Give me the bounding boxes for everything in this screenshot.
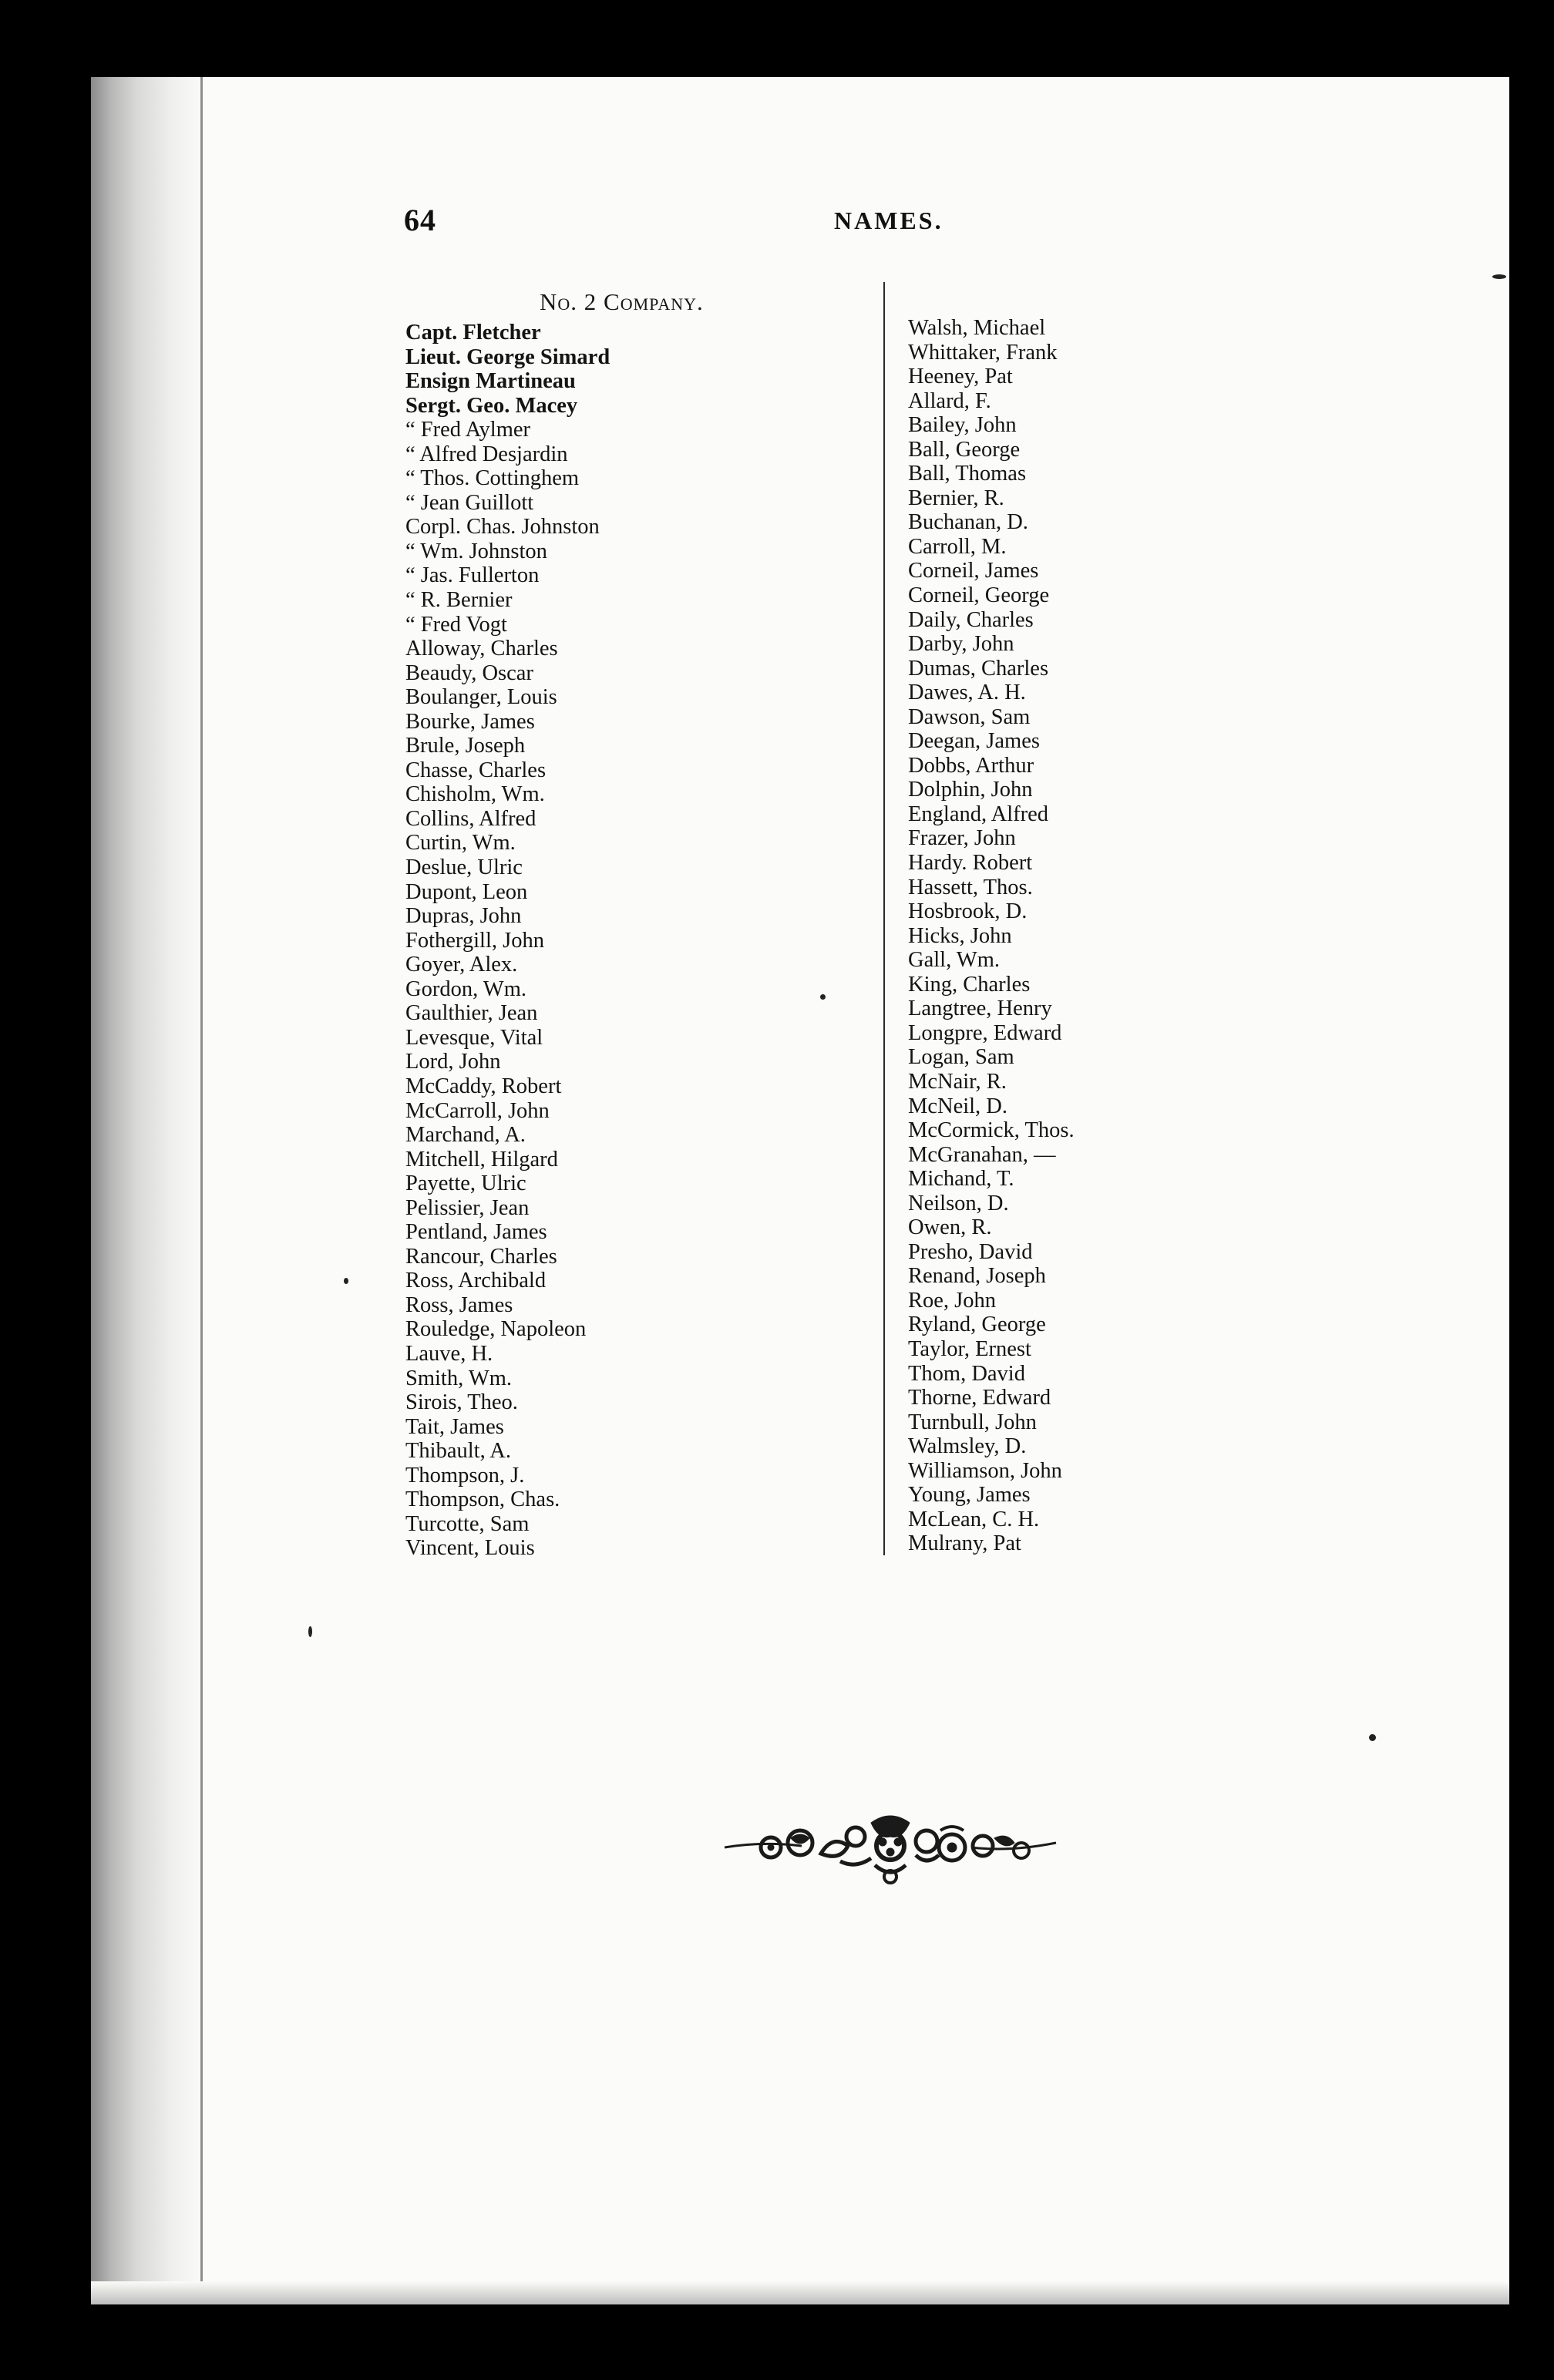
left-name-entry: “ Alfred Desjardin xyxy=(405,442,568,466)
right-name-entry: Logan, Sam xyxy=(908,1045,1014,1070)
left-name-column xyxy=(405,321,610,1561)
page-header xyxy=(0,202,1554,248)
left-name-entry: Thompson, J. xyxy=(405,1463,525,1488)
right-name-entry: Ball, George xyxy=(908,437,1021,462)
right-name-entry: Taylor, Ernest xyxy=(908,1336,1031,1361)
right-name-entry: Ryland, George xyxy=(908,1313,1046,1337)
right-name-entry: Walsh, Michael xyxy=(908,316,1046,340)
right-name-entry: Corneil, James xyxy=(908,559,1039,583)
page-binding-edge xyxy=(91,77,207,2304)
right-name-entry: Daily, Charles xyxy=(908,607,1034,632)
left-name-entry: Sirois, Theo. xyxy=(405,1390,518,1415)
running-head: NAMES. xyxy=(834,207,944,234)
right-name-entry: Young, James xyxy=(908,1483,1031,1508)
left-name-entry: “ Jas. Fullerton xyxy=(405,563,540,588)
right-name-entry: King, Charles xyxy=(908,972,1031,997)
right-name-entry: Turnbull, John xyxy=(908,1410,1037,1434)
left-name-entry: Curtin, Wm. xyxy=(405,831,516,856)
left-name-entry: Smith, Wm. xyxy=(405,1366,513,1390)
print-speck xyxy=(308,1626,312,1637)
left-name-entry: Levesque, Vital xyxy=(405,1025,543,1050)
right-name-entry: England, Alfred xyxy=(908,802,1049,826)
left-name-entry: Gordon, Wm. xyxy=(405,977,527,1001)
page-number: 64 xyxy=(404,203,436,237)
right-name-entry: Gall, Wm. xyxy=(908,948,1000,973)
right-name-entry: Corneil, George xyxy=(908,583,1050,608)
right-name-entry: Hassett, Thos. xyxy=(908,875,1033,899)
left-name-entry: Lauve, H. xyxy=(405,1341,493,1366)
right-name-entry: Langtree, Henry xyxy=(908,997,1052,1021)
right-name-entry: Neilson, D. xyxy=(908,1191,1009,1215)
left-name-entry: Boulanger, Louis xyxy=(405,685,557,710)
left-name-entry: Mitchell, Hilgard xyxy=(405,1147,558,1172)
left-name-entry: Fothergill, John xyxy=(405,928,544,953)
right-name-entry: Allard, F. xyxy=(908,388,991,413)
left-name-entry: “ Wm. Johnston xyxy=(405,539,547,563)
right-name-entry: Deegan, James xyxy=(908,729,1040,754)
right-name-entry: Dawes, A. H. xyxy=(908,681,1026,705)
right-name-column xyxy=(908,316,1075,1556)
right-name-entry: Dumas, Charles xyxy=(908,656,1049,681)
right-name-entry: Roe, John xyxy=(908,1288,996,1313)
right-name-entry: Ball, Thomas xyxy=(908,462,1027,486)
right-name-entry: Owen, R. xyxy=(908,1215,992,1240)
left-name-entry: Dupont, Leon xyxy=(405,879,528,904)
left-name-entry: Rouledge, Napoleon xyxy=(405,1317,587,1342)
left-name-entry: Lieut. George Simard xyxy=(405,345,610,369)
right-name-entry: McNeil, D. xyxy=(908,1094,1008,1118)
right-name-entry: Michand, T. xyxy=(908,1167,1014,1192)
right-name-entry: Whittaker, Frank xyxy=(908,340,1058,365)
left-name-entry: Collins, Alfred xyxy=(405,806,536,831)
left-name-entry: Turcotte, Sam xyxy=(405,1511,530,1536)
right-name-entry: Frazer, John xyxy=(908,826,1016,851)
left-name-entry: Dupras, John xyxy=(405,904,522,929)
left-name-entry: “ Thos. Cottinghem xyxy=(405,466,580,491)
right-name-entry: Hardy. Robert xyxy=(908,851,1033,876)
right-name-entry: Bernier, R. xyxy=(908,486,1004,510)
right-name-entry: Carroll, M. xyxy=(908,534,1007,559)
right-name-entry: McNair, R. xyxy=(908,1069,1007,1094)
left-name-entry: Alloway, Charles xyxy=(405,637,558,661)
print-speck xyxy=(1369,1734,1376,1741)
right-name-entry: Hosbrook, D. xyxy=(908,899,1028,924)
page-bottom-edge xyxy=(91,2281,1509,2304)
left-name-entry: Brule, Joseph xyxy=(405,734,526,758)
left-name-entry: Gaulthier, Jean xyxy=(405,1001,538,1026)
right-name-entry: Dolphin, John xyxy=(908,778,1033,802)
right-name-entry: Dobbs, Arthur xyxy=(908,753,1034,778)
right-name-entry: Heeney, Pat xyxy=(908,365,1013,389)
left-name-entry: Thibault, A. xyxy=(405,1439,511,1464)
left-name-entry: Ross, James xyxy=(405,1293,513,1317)
company-heading: No. 2 Company. xyxy=(540,288,704,315)
left-name-entry: Corpl. Chas. Johnston xyxy=(405,515,600,540)
left-name-entry: Beaudy, Oscar xyxy=(405,661,533,685)
print-speck xyxy=(1492,274,1506,279)
right-name-entry: Mulrany, Pat xyxy=(908,1531,1021,1556)
right-name-entry: McLean, C. H. xyxy=(908,1507,1040,1531)
left-name-entry: Marchand, A. xyxy=(405,1123,526,1148)
left-name-entry: Goyer, Alex. xyxy=(405,953,518,977)
left-name-entry: McCarroll, John xyxy=(405,1098,550,1123)
right-name-entry: Buchanan, D. xyxy=(908,510,1028,535)
left-name-entry: Sergt. Geo. Macey xyxy=(405,393,578,418)
left-name-entry: Chisholm, Wm. xyxy=(405,782,545,807)
right-name-entry: Williamson, John xyxy=(908,1458,1062,1483)
print-speck xyxy=(344,1278,348,1284)
left-name-entry: “ R. Bernier xyxy=(405,588,513,613)
left-name-entry: Pelissier, Jean xyxy=(405,1195,530,1220)
left-name-entry: “ Fred Vogt xyxy=(405,612,507,637)
right-name-entry: Bailey, John xyxy=(908,413,1017,438)
left-name-entry: Pentland, James xyxy=(405,1220,547,1245)
left-name-entry: Payette, Ulric xyxy=(405,1172,526,1196)
right-name-entry: Thom, David xyxy=(908,1361,1025,1386)
right-name-entry: Renand, Joseph xyxy=(908,1264,1046,1289)
left-name-entry: Ross, Archibald xyxy=(405,1269,547,1293)
left-name-entry: Vincent, Louis xyxy=(405,1536,535,1561)
right-name-entry: McGranahan, — xyxy=(908,1142,1056,1167)
right-name-entry: McCormick, Thos. xyxy=(908,1118,1075,1143)
right-name-entry: Thorne, Edward xyxy=(908,1386,1051,1410)
print-speck xyxy=(820,994,826,1000)
book-page xyxy=(91,77,1509,2304)
right-name-entry: Darby, John xyxy=(908,632,1014,657)
right-name-entry: Hicks, John xyxy=(908,923,1012,948)
left-name-entry: Rancour, Charles xyxy=(405,1244,557,1269)
left-name-entry: “ Fred Aylmer xyxy=(405,418,531,442)
right-name-entry: Longpre, Edward xyxy=(908,1020,1062,1045)
left-name-entry: Deslue, Ulric xyxy=(405,856,523,880)
column-divider xyxy=(883,282,885,1555)
left-name-entry: Thompson, Chas. xyxy=(405,1488,560,1512)
left-name-entry: Bourke, James xyxy=(405,709,535,734)
left-name-entry: Ensign Martineau xyxy=(405,369,576,394)
left-name-entry: Lord, John xyxy=(405,1050,501,1074)
left-name-entry: “ Jean Guillott xyxy=(405,490,534,515)
floral-ornament-icon xyxy=(717,1807,1064,1884)
left-name-entry: Tait, James xyxy=(405,1414,504,1439)
right-name-entry: Presho, David xyxy=(908,1239,1033,1264)
left-name-entry: Capt. Fletcher xyxy=(405,321,541,345)
right-name-entry: Walmsley, D. xyxy=(908,1434,1027,1459)
left-name-entry: Chasse, Charles xyxy=(405,758,547,782)
left-name-entry: McCaddy, Robert xyxy=(405,1074,562,1098)
right-name-entry: Dawson, Sam xyxy=(908,704,1031,729)
